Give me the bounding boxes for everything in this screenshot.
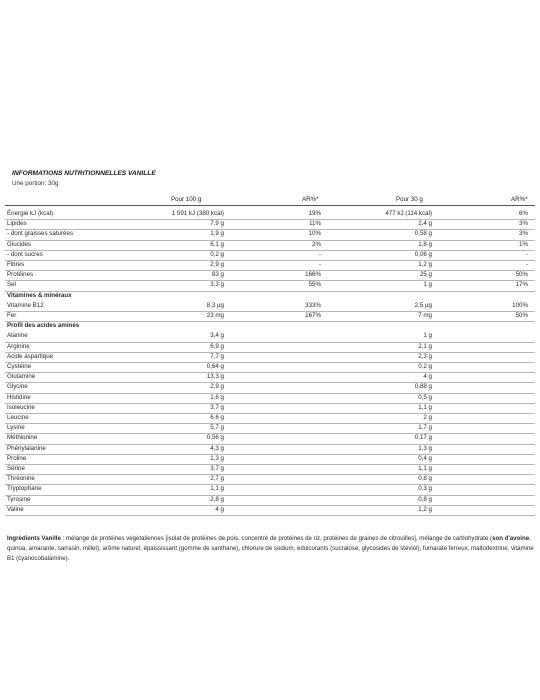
ar-per-30g: 50%	[515, 312, 528, 319]
ar-per-100g: -	[318, 250, 321, 258]
nutrient-name: Cystéine	[7, 363, 32, 370]
value-per-100g: 2,7 g	[210, 475, 224, 483]
value-per-100g: 1,6 g	[210, 393, 224, 401]
header-per-100g: Pour 100 g	[171, 196, 202, 203]
value-per-100g: 0,56 g	[206, 434, 224, 442]
nutrient-name: Lipides	[7, 220, 27, 228]
nutrient-name: Proline	[7, 454, 27, 462]
ar-per-30g: 3%	[519, 220, 528, 228]
section-header-row	[5, 321, 535, 331]
nutrient-name: Leucine	[7, 414, 29, 421]
value-per-30g: 1,1 g	[418, 465, 432, 472]
ar-per-30g: 50%	[515, 271, 528, 279]
nutrient-name: Méthionine	[7, 434, 38, 442]
value-per-100g: 2,9 g	[210, 383, 224, 391]
ingredients-part1: : mélange de protéines végétaliennes [isolat de protéines de pois, concentré de protéines de riz, protéines de graines de citrouilles], mélange de carbohydrate (	[60, 535, 493, 542]
ar-per-100g: 10%	[308, 230, 321, 238]
value-per-30g: 0,2 g	[418, 363, 432, 370]
value-per-100g: 6,6 g	[210, 414, 224, 421]
ar-per-100g: 167%	[305, 312, 321, 319]
nutrition-title: INFORMATIONS NUTRITIONNELLES VANILLE	[12, 170, 156, 177]
table-row	[5, 505, 535, 516]
nutrient-name: Histidine	[7, 393, 31, 401]
nutrient-name: Sérine	[7, 465, 25, 472]
value-per-30g: 0,3 g	[418, 485, 432, 493]
ar-per-100g: 55%	[308, 281, 321, 289]
nutrient-name: Acide aspartique	[7, 352, 54, 360]
ar-per-30g: 17%	[515, 281, 528, 289]
value-per-30g: 7 mg	[418, 312, 432, 319]
nutrient-name: Alanine	[7, 332, 28, 340]
nutrient-name: Isoleucine	[7, 403, 35, 411]
nutrient-name: Sel	[7, 281, 16, 289]
ingredients-part2: , quinoa, amarante, sarrasin, millet), arôme naturel, épaississant (gomme de xanthane), chlorure de sodium, édulcorants (sucralose, glycosides de stéviol), fumarate ferreux, maltodextrine, vitamine B1 (cyanocobalamine).	[7, 535, 534, 562]
value-per-100g: 0,64 g	[206, 363, 224, 370]
ar-per-100g: -	[318, 261, 321, 268]
nutrient-name: Profil des acides aminés	[7, 322, 80, 330]
ar-per-100g: 333%	[305, 301, 321, 309]
value-per-30g: 25 g	[419, 271, 432, 279]
value-per-30g: 1 g	[423, 332, 432, 340]
value-per-100g: 5,7 g	[210, 424, 224, 432]
nutrient-name: Fer	[7, 312, 17, 319]
value-per-30g: 2,3 g	[418, 352, 432, 360]
nutrient-name: Lysine	[7, 424, 25, 432]
value-per-100g: 1,1 g	[210, 485, 224, 493]
value-per-30g: 1 g	[423, 281, 432, 289]
value-per-30g: 0,17 g	[414, 434, 432, 442]
value-per-100g: 3,7 g	[210, 465, 224, 472]
value-per-30g: 2,4 g	[418, 220, 432, 228]
value-per-30g: 0,06 g	[414, 250, 432, 258]
ar-per-30g: 6%	[519, 210, 528, 217]
ingredients-oat-bran: son d'avoine	[492, 535, 530, 542]
ar-per-30g: -	[525, 250, 528, 258]
header-ar-30g: AR%*	[511, 196, 528, 203]
value-per-30g: 1,3 g	[418, 444, 432, 452]
header-ar-100g: AR%*	[302, 196, 319, 203]
value-per-30g: 1,7 g	[418, 424, 432, 432]
value-per-100g: 13,3 g	[206, 373, 224, 381]
value-per-30g: 0,58 g	[414, 230, 432, 238]
value-per-100g: 1,3 g	[210, 454, 224, 462]
value-per-30g: 4 g	[423, 373, 432, 381]
ar-per-100g: 2%	[312, 240, 321, 248]
nutrient-name: Phénylalanine	[7, 444, 46, 452]
nutrient-name: Arginine	[7, 342, 30, 350]
value-per-100g: 7,9 g	[210, 220, 224, 228]
ar-per-30g: 3%	[519, 230, 528, 238]
value-per-100g: 3,7 g	[210, 403, 224, 411]
value-per-30g: 1,8 g	[418, 240, 432, 248]
value-per-100g: 3,4 g	[210, 332, 224, 340]
value-per-100g: 6,9 g	[210, 342, 224, 350]
value-per-30g: 1,1 g	[418, 403, 432, 411]
value-per-100g: 8,3 µg	[206, 301, 224, 309]
value-per-100g: 23 mg	[206, 312, 224, 319]
value-per-100g: 2,9 g	[210, 261, 224, 268]
section-header-row	[5, 291, 535, 301]
value-per-30g: 0,4 g	[418, 454, 432, 462]
ingredients-text	[7, 534, 535, 564]
value-per-30g: 0,8 g	[418, 475, 432, 483]
value-per-30g: 477 kJ (114 kcal)	[385, 210, 432, 217]
value-per-100g: 7,7 g	[210, 352, 224, 360]
value-per-100g: 0,2 g	[210, 250, 224, 258]
portion-size: Une portion: 30g	[12, 180, 59, 187]
value-per-30g: 0,88 g	[414, 383, 432, 391]
value-per-30g: 2,5 µg	[414, 301, 432, 309]
value-per-30g: 2 g	[423, 414, 432, 421]
nutrient-name: Vitamines & minéraux	[7, 291, 72, 299]
nutrient-name: - dont graisses saturées	[7, 230, 74, 238]
nutrient-name: - dont sucres	[7, 250, 43, 258]
nutrient-name: Glycine	[7, 383, 28, 391]
nutrient-name: Fibres	[7, 261, 25, 268]
value-per-100g: 83 g	[211, 271, 224, 279]
value-per-30g: 0,5 g	[418, 393, 432, 401]
ar-per-30g: 1%	[519, 240, 528, 248]
nutrient-name: Tryptophane	[7, 485, 42, 493]
value-per-100g: 2,8 g	[210, 495, 224, 503]
value-per-100g: 6,1 g	[210, 240, 224, 248]
value-per-100g: 3,3 g	[210, 281, 224, 289]
value-per-30g: 1,2 g	[418, 261, 432, 268]
ar-per-100g: 166%	[305, 271, 321, 279]
value-per-30g: 0,8 g	[418, 495, 432, 503]
value-per-30g: 2,1 g	[418, 342, 432, 350]
nutrient-name: Énergie kJ (kcal)	[7, 210, 54, 217]
nutrient-name: Glutamine	[7, 373, 36, 381]
nutrient-name: Vitamine B12	[7, 301, 44, 309]
header-divider	[5, 205, 535, 206]
ar-per-100g: 11%	[309, 220, 321, 228]
value-per-100g: 1 591 kJ (380 kcal)	[171, 210, 224, 217]
value-per-100g: 4,3 g	[210, 444, 224, 452]
header-per-30g: Pour 30 g	[396, 196, 423, 203]
ingredients-label: Ingrédients Vanille	[7, 535, 61, 542]
value-per-100g: 1,9 g	[210, 230, 224, 238]
value-per-30g: 1,2 g	[418, 505, 432, 513]
value-per-100g: 4 g	[215, 505, 224, 513]
ar-per-30g: 100%	[512, 301, 528, 309]
ar-per-30g: -	[525, 261, 528, 268]
nutrient-name: Protéines	[7, 271, 34, 279]
nutrient-name: Tyrosine	[7, 495, 31, 503]
nutrient-name: Valine	[7, 505, 24, 513]
nutrient-name: Glucides	[7, 240, 32, 248]
nutrient-name: Thréonine	[7, 475, 35, 483]
ar-per-100g: 19%	[308, 210, 321, 217]
